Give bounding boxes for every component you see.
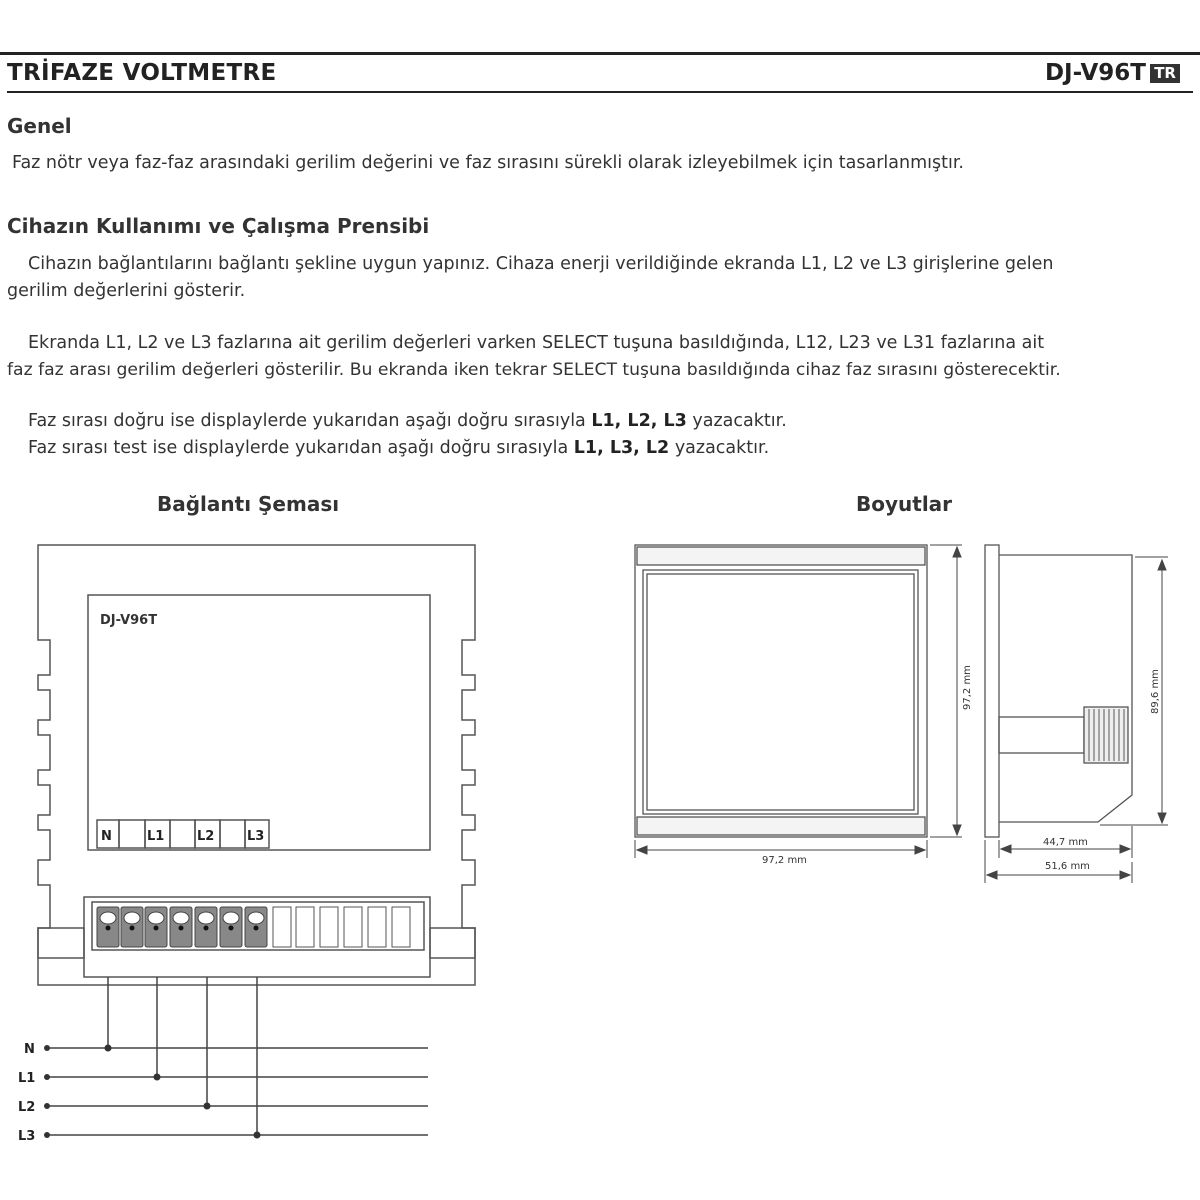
front-view bbox=[635, 545, 927, 837]
side-body bbox=[999, 555, 1132, 822]
kullanim-p2-line2: faz faz arası gerilim değerleri gösterilir. Bu ekranda iken tekrar SELECT tuşuna basıldığında cihaz faz sırasını gösterecektir. bbox=[7, 360, 1061, 380]
genel-text: Faz nötr veya faz-faz arasındaki gerilim değerini ve faz sırasını sürekli olarak izleyebilmek için tasarlanmıştır. bbox=[12, 153, 964, 173]
page-header bbox=[7, 58, 1180, 88]
kullanim-p2-line1: Ekranda L1, L2 ve L3 fazlarına ait gerilim değerleri varken SELECT tuşuna basıldığında, L12, L23 ve L31 fazlarına ait bbox=[28, 333, 1045, 353]
device-label: DJ-V96T bbox=[100, 613, 158, 628]
supply-label-l3: L3 bbox=[18, 1129, 36, 1144]
p3-pre: Faz sırası doğru ise displaylerde yukarıdan aşağı doğru sırasıyla bbox=[28, 411, 586, 431]
model-code: DJ-V96T bbox=[1044, 60, 1146, 86]
p3-bold: L1, L2, L3 bbox=[591, 411, 687, 431]
supply-label-l2: L2 bbox=[18, 1100, 36, 1115]
dim-total-depth: 51,6 mm bbox=[1045, 861, 1090, 872]
label-panel bbox=[88, 595, 430, 850]
heading-kullanim: Cihazın Kullanımı ve Çalışma Prensibi bbox=[7, 214, 430, 238]
kullanim-p1-line2: gerilim değerlerini gösterir. bbox=[7, 281, 246, 301]
p4-bold: L1, L3, L2 bbox=[573, 438, 670, 458]
header-rule bbox=[7, 91, 1193, 93]
kullanim-p4 bbox=[28, 435, 769, 462]
dim-front-width: 97,2 mm bbox=[762, 855, 807, 866]
terminal-label-l3: L3 bbox=[247, 829, 265, 844]
terminal-label-l2: L2 bbox=[197, 829, 215, 844]
kullanim-p1-line1: Cihazın bağlantılarını bağlantı şekline uygun yapınız. Cihaza enerji verildiğinde ekranda L1, L2 ve L3 girişlerine gelen bbox=[28, 254, 1054, 274]
connection-diagram bbox=[0, 530, 600, 1170]
terminal-label-n: N bbox=[101, 829, 112, 844]
left-clip bbox=[38, 928, 84, 958]
right-clip bbox=[430, 928, 475, 958]
top-rule bbox=[0, 52, 1200, 55]
p3-post: yazacaktır. bbox=[692, 411, 787, 431]
dim-body-depth: 44,7 mm bbox=[1043, 837, 1088, 848]
supply-label-n: N bbox=[24, 1042, 35, 1057]
kullanim-p3 bbox=[28, 408, 787, 435]
dim-front-height: 97,2 mm bbox=[962, 665, 973, 710]
dimensions-diagram bbox=[600, 530, 1200, 890]
heading-genel: Genel bbox=[7, 114, 72, 138]
supply-label-l1: L1 bbox=[18, 1071, 36, 1086]
language-badge: TR bbox=[1150, 64, 1180, 83]
terminal-label-l1: L1 bbox=[147, 829, 165, 844]
side-bezel bbox=[985, 545, 999, 837]
connection-title: Bağlantı Şeması bbox=[157, 492, 340, 516]
p4-pre: Faz sırası test ise displaylerde yukarıdan aşağı doğru sırasıyla bbox=[28, 438, 569, 458]
dim-body-height: 89,6 mm bbox=[1150, 669, 1161, 714]
dimensions-title: Boyutlar bbox=[856, 492, 953, 516]
p4-post: yazacaktır. bbox=[674, 438, 770, 458]
doc-title: TRİFAZE VOLTMETRE bbox=[7, 60, 277, 86]
